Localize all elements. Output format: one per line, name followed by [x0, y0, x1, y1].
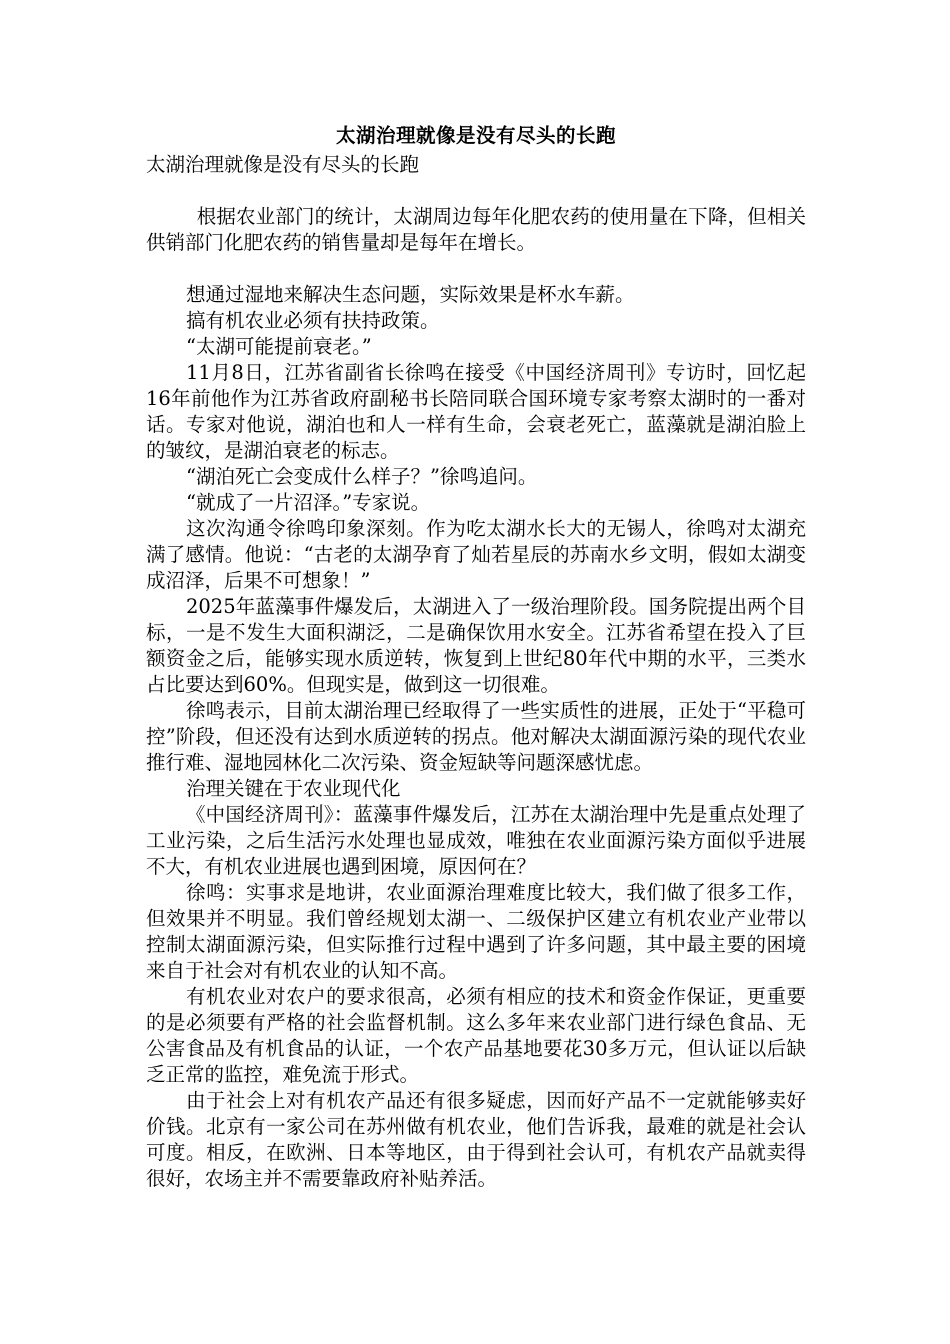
paragraph: 《中国经济周刊》：蓝藻事件爆发后，江苏在太湖治理中先是重点处理了工业污染，之后生活污水处理也显成效，唯独在农业面源污染方面似乎进展不大，有机农业进展也遇到困境，原因何在？: [146, 803, 806, 878]
paragraph: 徐鸣：实事求是地讲，农业面源治理难度比较大，我们做了很多工作，但效果并不明显。我们曾经规划太湖一、二级保护区建立有机农业产业带以控制太湖面源污染，但实际推行过程中遇到了许多问题，其中最主要的困境来自于社会对有机农业的认知不高。: [146, 881, 806, 982]
spacer: [146, 178, 806, 204]
document-page: [146, 120, 806, 1192]
paragraph: 这次沟通令徐鸣印象深刻。作为吃太湖水长大的无锡人，徐鸣对太湖充满了感情。他说：“古老的太湖孕育了灿若星辰的苏南水乡文明，假如太湖变成沼泽，后果不可想象！”: [146, 517, 806, 592]
section-heading: 治理关键在于农业现代化: [185, 777, 401, 800]
lead-paragraph: 根据农业部门的统计，太湖周边每年化肥农药的使用量在下降，但相关供销部门化肥农药的销售量却是每年在增长。: [146, 205, 806, 254]
paragraph: 搞有机农业必须有扶持政策。: [185, 309, 440, 332]
paragraph: 徐鸣表示，目前太湖治理已经取得了一些实质性的进展，正处于“平稳可控”阶段，但还没有达到水质逆转的拐点。他对解决太湖面源污染的现代农业推行难、湿地园林化二次污染、资金短缺等问题深感忧虑。: [146, 699, 806, 774]
paragraph: 11月8日，江苏省副省长徐鸣在接受《中国经济周刊》专访时，回忆起16年前他作为江苏省政府副秘书长陪同联合国环境专家考察太湖时的一番对话。专家对他说，湖泊也和人一样有生命，会衰老死亡，蓝藻就是湖泊脸上的皱纹，是湖泊衰老的标志。: [146, 361, 806, 462]
paragraph: 由于社会上对有机农产品还有很多疑虑，因而好产品不一定就能够卖好价钱。北京有一家公司在苏州做有机农业，他们告诉我，最难的就是社会认可度。相反，在欧洲、日本等地区，由于得到社会认可，有机农产品就卖得很好，农场主并不需要靠政府补贴养活。: [146, 1089, 806, 1190]
document-title: 太湖治理就像是没有尽头的长跑: [335, 124, 616, 147]
quote-paragraph: “就成了一片沼泽。”专家说。: [185, 491, 431, 514]
quote-paragraph: “太湖可能提前衰老。”: [185, 335, 372, 358]
spacer: [146, 256, 806, 282]
quote-paragraph: “湖泊死亡会变成什么样子？”徐鸣追问。: [185, 465, 538, 488]
paragraph: 想通过湿地来解决生态问题，实际效果是杯水车薪。: [185, 283, 635, 306]
paragraph: 有机农业对农户的要求很高，必须有相应的技术和资金作保证，更重要的是必须要有严格的社会监督机制。这么多年来农业部门进行绿色食品、无公害食品及有机食品的认证，一个农产品基地要花30多万元，但认证以后缺乏正常的监控，难免流于形式。: [146, 985, 806, 1086]
paragraph: 2025年蓝藻事件爆发后，太湖进入了一级治理阶段。国务院提出两个目标，一是不发生大面积湖泛，二是确保饮用水安全。江苏省希望在投入了巨额资金之后，能够实现水质逆转，恢复到上世纪80年代中期的水平，三类水占比要达到60%。但现实是，做到这一切很难。: [146, 595, 806, 696]
document-subtitle: 太湖治理就像是没有尽头的长跑: [146, 153, 420, 176]
